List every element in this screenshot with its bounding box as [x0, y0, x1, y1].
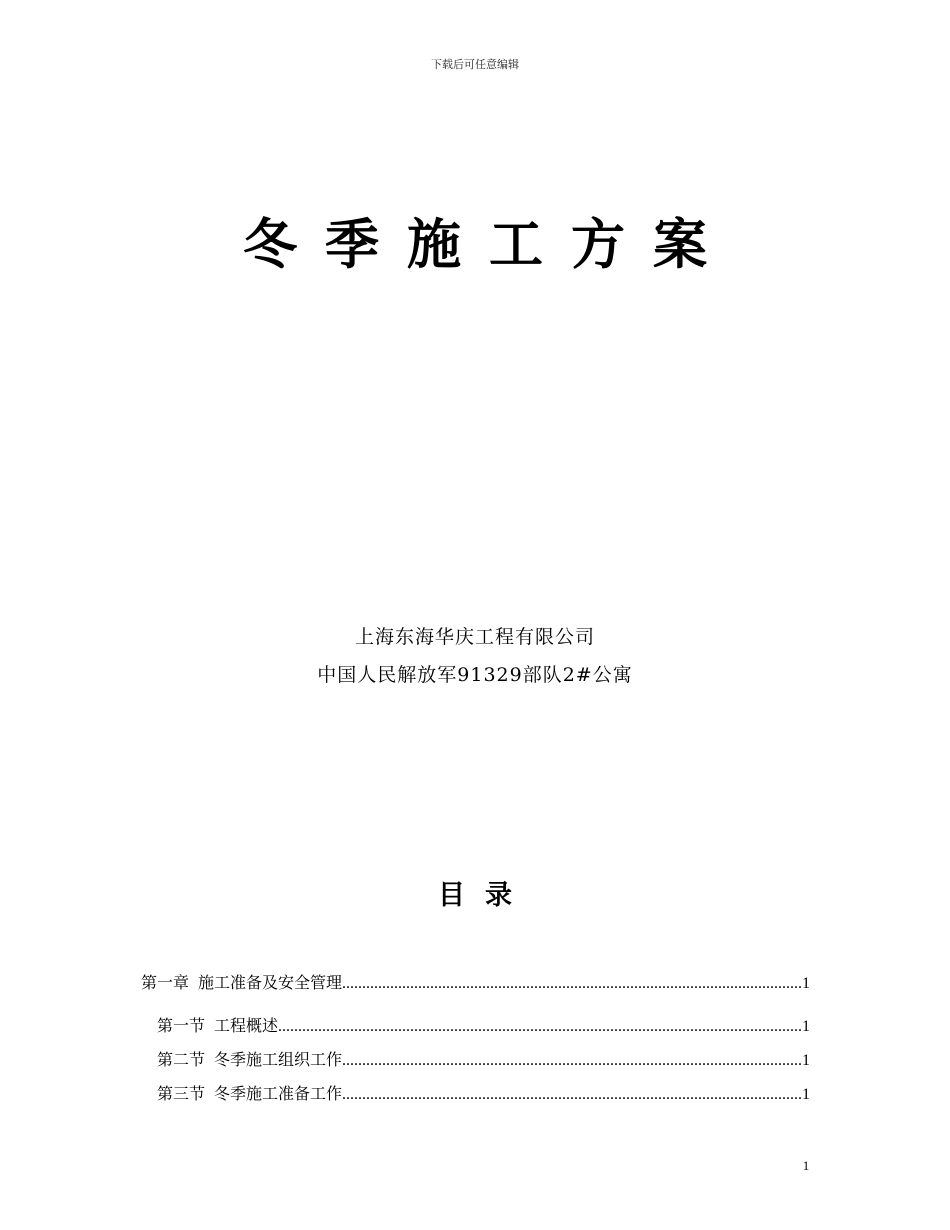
document-title: 冬季施工方案: [243, 212, 735, 276]
toc-entry-page: 1: [802, 975, 810, 992]
project-name: 中国人民解放军91329部队2#公寓: [317, 664, 633, 686]
toc-dot-leader: [342, 1049, 802, 1073]
toc-entry-page: 1: [802, 1086, 810, 1103]
toc-entry-number: 第二节: [157, 1052, 206, 1069]
toc-entry-section-3[interactable]: [157, 1083, 810, 1107]
toc-dot-leader: [278, 1015, 802, 1039]
toc-entry-number: 第一节: [157, 1018, 206, 1035]
toc-entry-title: 冬季施工准备工作: [214, 1086, 343, 1103]
toc-heading: 目录: [438, 880, 532, 911]
toc-entry-chapter-1[interactable]: [141, 972, 810, 996]
toc-entry-title: 工程概述: [214, 1018, 279, 1035]
toc-entry-title: 冬季施工组织工作: [214, 1052, 343, 1069]
header-note: 下载后可任意编辑: [431, 58, 519, 71]
toc-entry-number: 第一章: [141, 975, 190, 992]
toc-entry-number: 第三节: [157, 1086, 206, 1103]
toc-entry-section-1[interactable]: [157, 1015, 810, 1039]
toc-dot-leader: [342, 1083, 802, 1107]
company-name: 上海东海华庆工程有限公司: [354, 626, 595, 648]
toc-entry-page: 1: [802, 1052, 810, 1069]
toc-entry-label: [141, 972, 342, 996]
toc-entry-section-2[interactable]: [157, 1049, 810, 1073]
toc-dot-leader: [342, 972, 802, 996]
toc-entry-page: 1: [802, 1018, 810, 1035]
toc-entry-label: [157, 1083, 342, 1107]
page-number: 1: [802, 1158, 810, 1173]
toc-entry-label: [157, 1015, 278, 1039]
toc-entry-label: [157, 1049, 342, 1073]
toc-entry-title: 施工准备及安全管理: [198, 975, 343, 992]
